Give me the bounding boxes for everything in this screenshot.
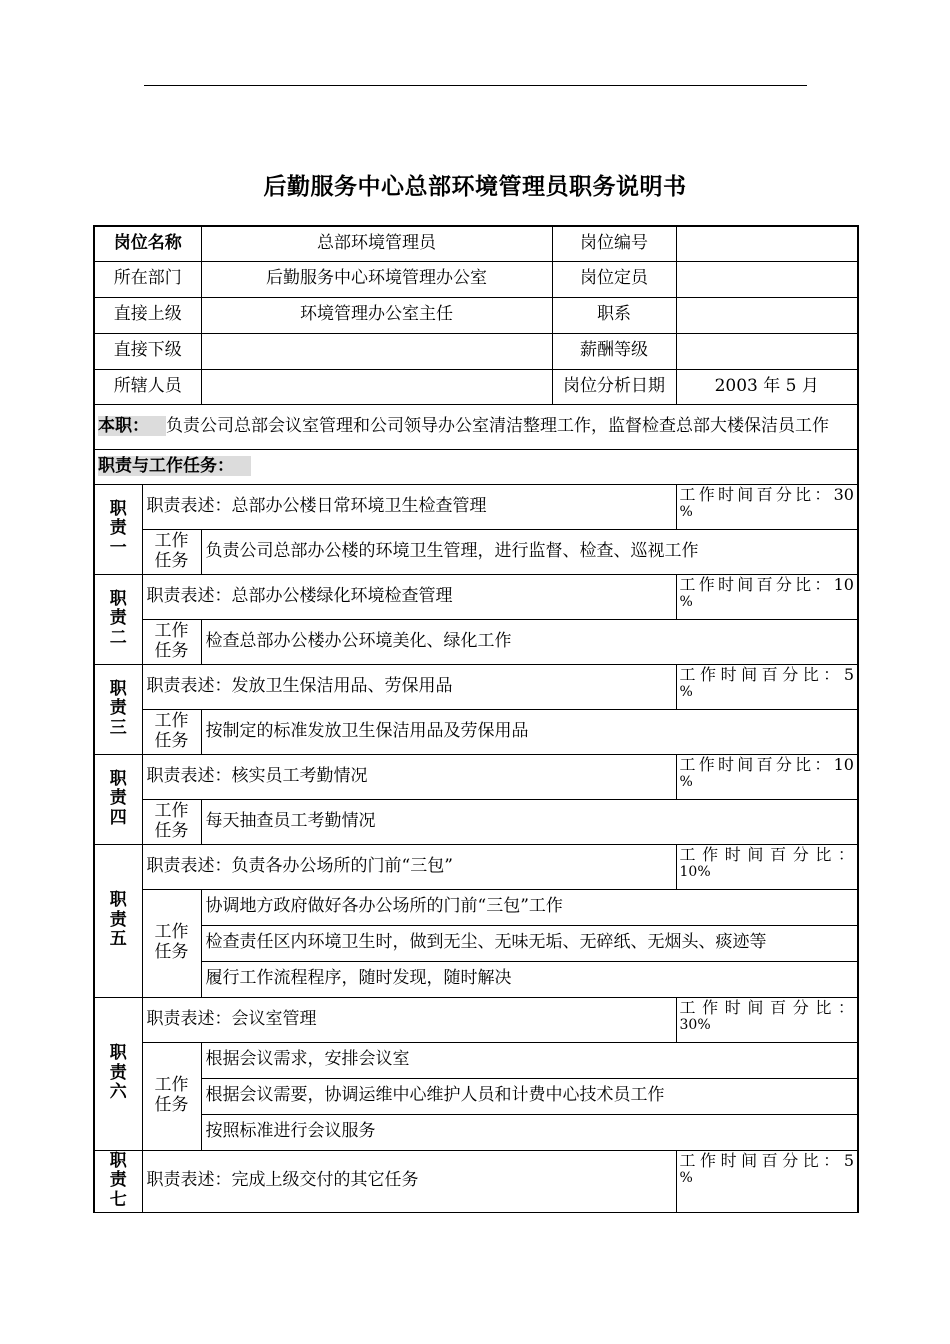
percentage-value: % (679, 683, 693, 700)
subordinate-value (201, 333, 552, 369)
task-label (142, 709, 201, 754)
info-row (94, 333, 858, 369)
task-label-text: 工作任务 (154, 620, 189, 661)
duty-label (94, 844, 142, 997)
duty-time-percentage (676, 1150, 858, 1212)
percentage-value: % (679, 503, 693, 520)
task-label-text: 工作任务 (154, 710, 189, 751)
position-code-label: 岗位编号 (552, 226, 676, 261)
percentage-value: % (679, 773, 693, 790)
analysis-date-label: 岗位分析日期 (552, 369, 676, 404)
duty-task-row (94, 889, 858, 925)
role-row (94, 404, 858, 449)
duty-task-row (94, 925, 858, 961)
task-text: 履行工作流程程序，随时发现，随时解决 (201, 961, 858, 997)
staff-label: 所辖人员 (94, 369, 201, 404)
duties-header: 职责与工作任务： (98, 455, 234, 476)
duty-task-row (94, 961, 858, 997)
duty-statement: 职责表述：总部办公楼日常环境卫生检查管理 (142, 484, 676, 529)
duty-task-row (94, 1114, 858, 1150)
percentage-label: 工作时间百分比： (679, 844, 854, 864)
duty-statement: 职责表述：完成上级交付的其它任务 (142, 1150, 676, 1212)
duty-task-row (94, 529, 858, 574)
duty-statement: 职责表述：总部办公楼绿化环境检查管理 (142, 574, 676, 619)
role-label: 本职： (98, 416, 149, 437)
duty-time-percentage (676, 754, 858, 799)
info-row (94, 261, 858, 297)
duty-label-text: 职责一 (109, 498, 127, 558)
task-label-text: 工作任务 (154, 800, 189, 841)
percentage-label: 工作时间百分比： (679, 997, 854, 1017)
duty-label-text: 职责四 (109, 768, 127, 828)
duty-statement-row (94, 664, 858, 709)
analysis-date-value: 2003 年 5 月 (676, 369, 858, 404)
duty-label-text: 职责六 (109, 1043, 127, 1103)
task-text: 检查总部办公楼办公环境美化、绿化工作 (201, 619, 858, 664)
task-text: 负责公司总部办公楼的环境卫生管理，进行监督、检查、巡视工作 (201, 529, 858, 574)
info-row (94, 226, 858, 261)
duty-statement-row (94, 484, 858, 529)
task-text: 每天抽查员工考勤情况 (201, 799, 858, 844)
percentage-label: 工作时间百分比：5 (679, 664, 854, 684)
duties-header-row (94, 449, 858, 484)
duty-label (94, 484, 142, 574)
salary-label: 薪酬等级 (552, 333, 676, 369)
task-text: 协调地方政府做好各办公场所的门前“三包”工作 (201, 889, 858, 925)
role-cell (94, 404, 858, 449)
percentage-label: 工作时间百分比：10 (679, 754, 854, 774)
document-title: 后勤服务中心总部环境管理员职务说明书 (263, 174, 687, 200)
duty-statement-row (94, 754, 858, 799)
duty-statement-row (94, 997, 858, 1042)
duty-label-text: 职责七 (109, 1150, 127, 1210)
task-label-text: 工作任务 (154, 1075, 189, 1115)
percentage-value: % (679, 1169, 693, 1186)
duty-time-percentage (676, 664, 858, 709)
duty-time-percentage (676, 997, 858, 1042)
duty-label-text: 职责二 (109, 588, 127, 648)
duty-task-row (94, 619, 858, 664)
percentage-label: 工作时间百分比：10 (679, 574, 854, 594)
duty-label (94, 1150, 142, 1212)
duty-time-percentage (676, 574, 858, 619)
headcount-label: 岗位定员 (552, 261, 676, 297)
task-text: 根据会议需求，安排会议室 (201, 1042, 858, 1078)
duty-statement-row (94, 844, 858, 889)
duty-label-text: 职责三 (109, 678, 127, 738)
salary-value (676, 333, 858, 369)
series-value (676, 297, 858, 333)
duty-task-row (94, 709, 858, 754)
job-description-table (93, 225, 859, 1213)
info-row (94, 297, 858, 333)
duty-label (94, 664, 142, 754)
duty-statement: 职责表述：负责各办公场所的门前“三包” (142, 844, 676, 889)
subordinate-label: 直接下级 (94, 333, 201, 369)
duties-header-cell (94, 449, 858, 484)
duty-label (94, 754, 142, 844)
duty-task-row (94, 1078, 858, 1114)
headcount-value (676, 261, 858, 297)
duty-time-percentage (676, 484, 858, 529)
duty-task-row (94, 799, 858, 844)
duty-label (94, 574, 142, 664)
position-name-value: 总部环境管理员 (201, 226, 552, 261)
superior-value: 环境管理办公室主任 (201, 297, 552, 333)
task-label (142, 1042, 201, 1150)
percentage-value: 30% (679, 1016, 711, 1033)
duty-task-row (94, 1042, 858, 1078)
task-label (142, 619, 201, 664)
task-label (142, 799, 201, 844)
percentage-value: % (679, 593, 693, 610)
position-name-label: 岗位名称 (94, 226, 201, 261)
task-label (142, 889, 201, 997)
role-text: 负责公司总部会议室管理和公司领导办公室清洁整理工作，监督检查总部大楼保洁员工作 (166, 416, 829, 437)
dept-value: 后勤服务中心环境管理办公室 (201, 261, 552, 297)
position-code-value (676, 226, 858, 261)
percentage-label: 工作时间百分比：30 (679, 484, 854, 504)
task-text: 按制定的标准发放卫生保洁用品及劳保用品 (201, 709, 858, 754)
percentage-value: 10% (679, 863, 711, 880)
series-label: 职系 (552, 297, 676, 333)
duty-statement-row (94, 574, 858, 619)
task-text: 按照标准进行会议服务 (201, 1114, 858, 1150)
staff-value (201, 369, 552, 404)
duty-time-percentage (676, 844, 858, 889)
header-rule (144, 85, 807, 86)
task-label (142, 529, 201, 574)
duty-statement-row (94, 1150, 858, 1212)
task-text: 检查责任区内环境卫生时，做到无尘、无味无垢、无碎纸、无烟头、痰迹等 (201, 925, 858, 961)
duty-statement: 职责表述：核实员工考勤情况 (142, 754, 676, 799)
task-label-text: 工作任务 (154, 530, 189, 571)
superior-label: 直接上级 (94, 297, 201, 333)
task-text: 根据会议需要，协调运维中心维护人员和计费中心技术员工作 (201, 1078, 858, 1114)
task-label-text: 工作任务 (154, 922, 189, 962)
info-row (94, 369, 858, 404)
duty-label-text: 职责五 (109, 890, 127, 950)
duty-label (94, 997, 142, 1150)
dept-label: 所在部门 (94, 261, 201, 297)
duty-statement: 职责表述：会议室管理 (142, 997, 676, 1042)
percentage-label: 工作时间百分比：5 (679, 1150, 854, 1170)
duty-statement: 职责表述：发放卫生保洁用品、劳保用品 (142, 664, 676, 709)
